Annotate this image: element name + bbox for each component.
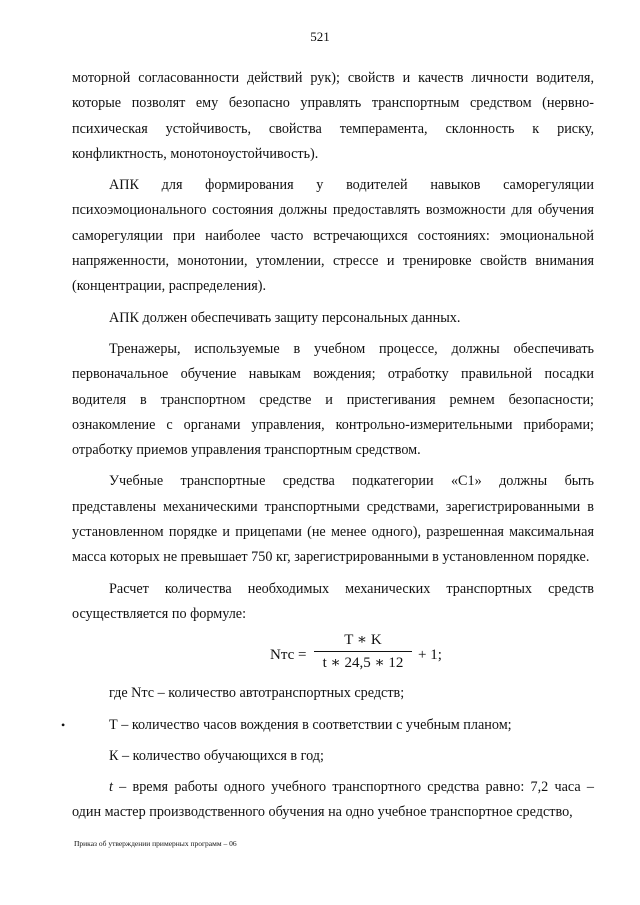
- definition-t-hours-text: Т – количество часов вождения в соответствии с учебным планом;: [109, 716, 512, 733]
- formula-rhs: + 1;: [418, 647, 442, 664]
- page-number: 521: [310, 29, 330, 44]
- document-body: [61, 66, 594, 826]
- definition-ntc: где Nтс – количество автотранспортных средств;: [109, 685, 405, 702]
- footer-note: Приказ об утверждении примерных программ – 06: [74, 839, 237, 848]
- formula-numerator: T ∗ K: [314, 629, 412, 652]
- paragraph-vehicles-c1: Учебные транспортные средства подкатегории «С1» должны быть представлены механическими транспортными средствами, зарегистрированными в установленном порядке и прицепами (не менее одного), разрешенная максимальная масса которых не превышает 750 кг, зарегистрированными в установленном порядке.: [72, 473, 594, 566]
- definition-t-time-text: время работы одного учебного транспортного средства равно: 7,2 часа – один мастер производственного обучения на одно учебное транспортное средство,: [72, 779, 594, 821]
- formula-fraction: [314, 629, 412, 674]
- definition-k-students: К – количество обучающихся в год;: [109, 747, 324, 764]
- formula-denominator: t ∗ 24,5 ∗ 12: [322, 655, 404, 672]
- bullet-mark: •: [61, 717, 66, 732]
- paragraph-data-protection: АПК должен обеспечивать защиту персональных данных.: [109, 309, 461, 326]
- definition-t-symbol: t –: [109, 779, 127, 796]
- paragraph-calculation: Расчет количества необходимых механических транспортных средств осуществляется по формуле:: [72, 580, 594, 622]
- paragraph-self-regulation: АПК для формирования у водителей навыков саморегуляции психоэмоционального состояния должны предоставлять возможности для обучения саморегуляции при наиболее часто встречающихся состояниях: эмоциональной напряженности, монотонии, утомлении, стрессе и тренировке свойств внимания (концентрации, распределения).: [72, 177, 594, 295]
- formula-lhs: Nтс =: [270, 647, 307, 664]
- definition-t-time: [72, 775, 594, 826]
- definition-t-hours: [61, 713, 594, 738]
- paragraph-simulators: Тренажеры, используемые в учебном процессе, должны обеспечивать первоначальное обучение навыкам вождения; отработку правильной посадки водителя в транспортном средстве и пристегивания ремнем безопасности; ознакомление с органами управления, контрольно-измерительными приборами; отработку приемов управления транспортным средством.: [72, 340, 594, 459]
- vehicle-count-formula: [72, 629, 594, 679]
- paragraph-personal-qualities: моторной согласованности действий рук); свойств и качеств личности водителя, которые позволят ему безопасно управлять транспортным средством (нервно-психическая устойчивость, свойства темперамента, склонность к риску, конфликтность, монотоноустойчивость).: [72, 70, 594, 162]
